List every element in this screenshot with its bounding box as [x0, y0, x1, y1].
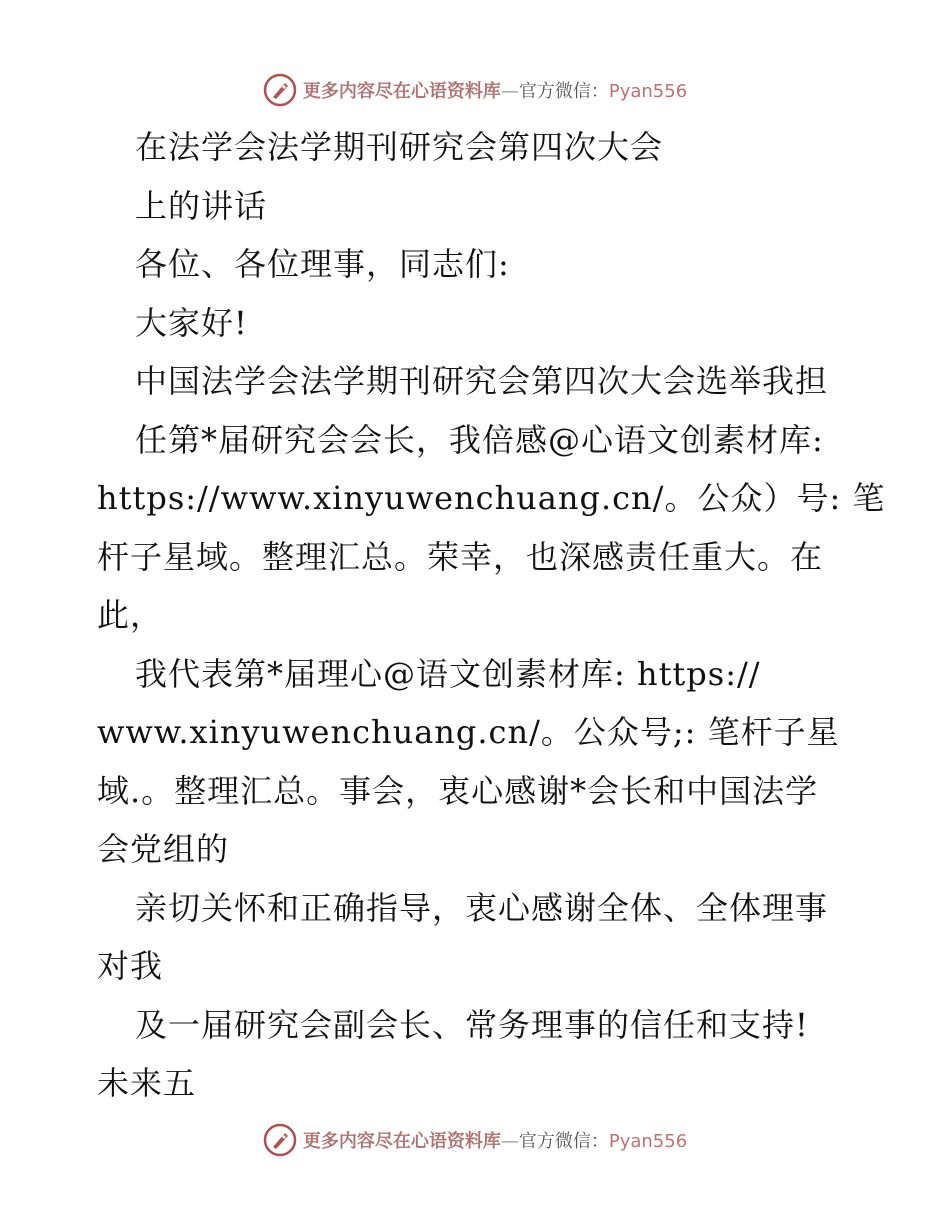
pen-nib-logo-icon	[263, 1123, 297, 1157]
paragraph-line: 未来五	[97, 1064, 197, 1102]
watermark-official-label: 官方微信：	[518, 81, 609, 102]
paragraph-line: 亲切关怀和正确指导，衷心感谢全体、全体理事	[135, 888, 829, 927]
watermark-wechat-id: Pyan556	[608, 1131, 688, 1152]
document-body	[97, 118, 886, 1113]
greeting: 大家好!	[135, 303, 248, 342]
paragraph-line: 会党组的	[97, 830, 230, 868]
watermark-brand: 更多内容尽在心语资料库	[302, 1131, 501, 1152]
footer-watermark	[0, 1120, 950, 1160]
pen-nib-logo-icon	[263, 73, 297, 107]
paragraph-line: 中国法学会法学期刊研究会第四次大会选举我担	[135, 362, 829, 400]
salutation: 各位、各位理事，同志们:	[135, 245, 510, 283]
paragraph-line: 域.。整理汇总。事会，衷心感谢*会长和中国法学	[97, 771, 819, 810]
watermark-wechat-id: Pyan556	[608, 81, 688, 102]
paragraph-line: https://www.xinyuwenchuang.cn/。公众）号: 笔	[97, 479, 886, 517]
watermark-official-label: 官方微信：	[518, 1131, 609, 1152]
watermark-text	[303, 1127, 687, 1153]
watermark-text	[303, 77, 687, 103]
title-line-1: 在法学会法学期刊研究会第四次大会	[135, 128, 664, 166]
paragraph-line: 杆子星域。整理汇总。荣幸，也深感责任重大。在	[97, 537, 824, 576]
header-watermark	[0, 70, 950, 110]
paragraph-line: www.xinyuwenchuang.cn/。公众号;: 笔杆子星	[97, 713, 840, 751]
watermark-separator: —	[500, 1131, 519, 1152]
paragraph-line: 此，	[97, 596, 164, 634]
paragraph-line: 我代表第*届理心@语文创素材库: https://	[135, 654, 761, 693]
watermark-brand: 更多内容尽在心语资料库	[302, 81, 501, 102]
paragraph-line: 任第*届研究会会长，我倍感@心语文创素材库:	[135, 420, 824, 459]
paragraph-line: 及一届研究会副会长、常务理事的信任和支持!	[135, 1005, 809, 1044]
title-line-2: 上的讲话	[135, 186, 268, 225]
paragraph-line: 对我	[97, 947, 164, 985]
watermark-separator: —	[500, 81, 519, 102]
